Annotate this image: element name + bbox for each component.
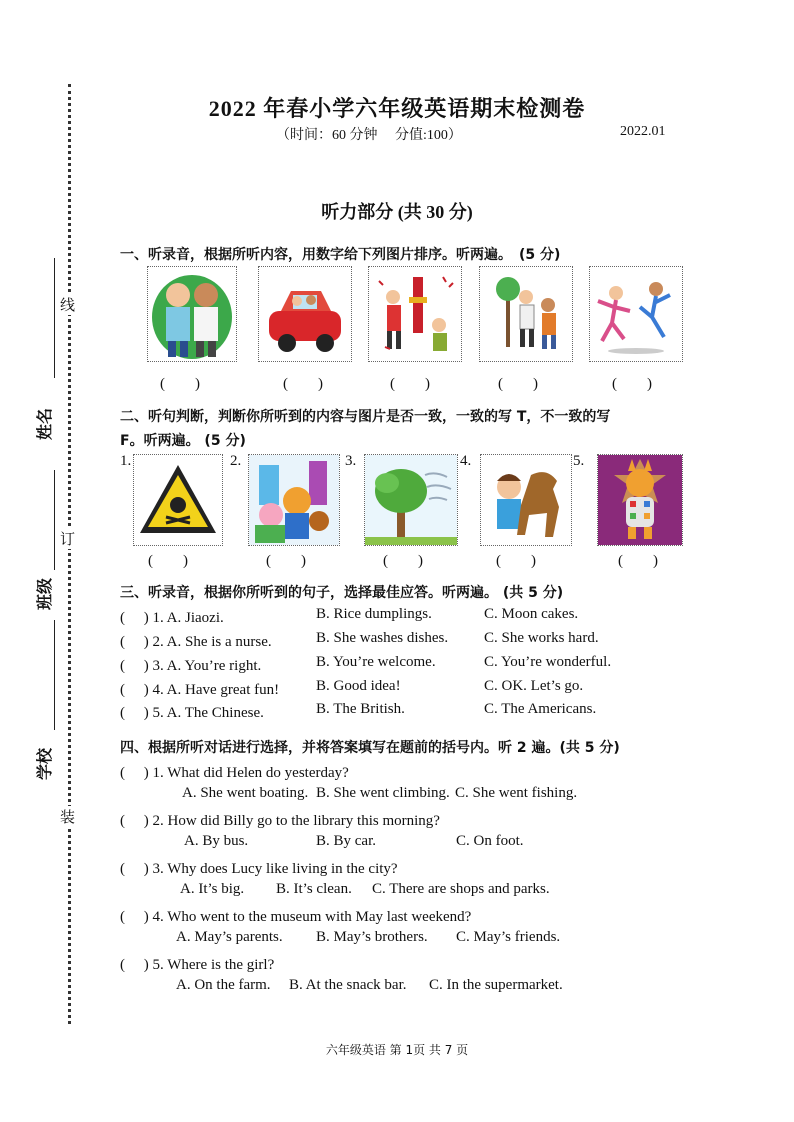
section3-q1: ( ) 1. A. Jiaozi. [120,610,224,626]
section1-answer-2[interactable]: ( ) [283,376,323,392]
section4-q3-option-a: A. It’s big. [180,881,245,897]
binding-char-xian: 线 [60,296,76,314]
section1-picture-5 [589,266,683,362]
section1-heading: 一、听录音，根据所听内容，用数字给下列图片排序。听两遍。 (5 分) [120,247,561,263]
binding-margin [52,84,76,1024]
section2-picture-3 [364,454,458,546]
section4-q5: ( ) 5. Where is the girl? [120,957,275,973]
section2-answer-5[interactable]: ( ) [618,553,658,569]
section2-answer-4[interactable]: ( ) [496,553,536,569]
section2-answer-2[interactable]: ( ) [266,553,306,569]
kung-fu-icon [590,267,682,361]
binding-dotted-line [68,84,71,1024]
section3-q4-option-c: C. OK. Let’s go. [484,678,584,694]
firecracker-icon [369,267,461,361]
section4-q2: ( ) 2. How did Billy go to the library this morning? [120,813,440,829]
section4-q5-option-b: B. At the snack bar. [289,977,407,993]
section2-number-2: 2. [230,453,242,469]
section1-answer-3[interactable]: ( ) [390,376,430,392]
school-label: 学校 [35,747,54,780]
section3-q5-option-b: B. The British. [316,701,405,717]
red-car-icon [259,267,351,361]
section4-q1-option-c: C. She went fishing. [455,785,578,801]
section4-q1-option-b: B. She went climbing. [316,785,450,801]
exam-time-score: （时间：60 分钟 分值:100） [276,128,462,143]
section1-picture-4 [479,266,573,362]
section2-number-3: 3. [345,453,357,469]
poison-warning-icon [134,455,222,545]
exam-title: 2022 年春小学六年级英语期末检测卷 [208,96,586,121]
school-line [54,620,55,730]
section3-q4-option-b: B. Good idea! [316,678,401,694]
section2-picture-2 [248,454,340,546]
page-footer: 六年级英语 第 1页 共 7 页 [325,1043,469,1057]
section3-q2-option-c: C. She works hard. [484,630,599,646]
name-label: 姓名 [35,407,54,440]
section3-q1-option-b: B. Rice dumplings. [316,606,432,622]
section3-q3-option-b: B. You’re welcome. [316,654,436,670]
section4-q5-option-a: A. On the farm. [176,977,271,993]
section2-heading-line2: F。听两遍。 (5 分) [120,433,246,449]
tree-in-wind-icon [365,455,457,545]
section4-q3: ( ) 3. Why does Lucy like living in the city? [120,861,398,877]
cartoon-characters-icon [249,455,339,545]
two-boys-icon [148,267,236,361]
name-line [54,258,55,378]
section2-number-1: 1. [120,453,132,469]
section2-number-5: 5. [573,453,585,469]
section1-answer-4[interactable]: ( ) [498,376,538,392]
section4-q2-option-c: C. On foot. [456,833,524,849]
section4-q1-option-a: A. She went boating. [182,785,309,801]
class-label: 班级 [35,577,54,610]
binding-char-zhuang: 装 [60,808,76,826]
section3-q1-option-c: C. Moon cakes. [484,606,579,622]
section4-q1: ( ) 1. What did Helen do yesterday? [120,765,349,781]
section4-heading: 四、根据所听对话进行选择，并将答案填写在题前的括号内。听 2 遍。(共 5 分) [120,740,620,756]
section1-answer-1[interactable]: ( ) [160,376,200,392]
section1-picture-1 [147,266,237,362]
section3-heading: 三、听录音，根据你所听到的句子，选择最佳应答。听两遍。 (共 5 分) [120,585,564,601]
section2-picture-1 [133,454,223,546]
section3-q3-option-c: C. You’re wonderful. [484,654,612,670]
section3-q2: ( ) 2. A. She is a nurse. [120,634,272,650]
listening-part-title: 听力部分 (共 30 分) [321,202,473,222]
section4-q2-option-b: B. By car. [316,833,376,849]
section2-number-4: 4. [460,453,472,469]
section4-q4-option-b: B. May’s brothers. [316,929,428,945]
class-line [54,470,55,570]
boy-with-dog-icon [481,455,571,545]
section4-q3-option-b: B. It’s clean. [276,881,352,897]
section2-heading-line1: 二、听句判断，判断你所听到的内容与图片是否一致，一致的写 T，不一致的写 [120,409,611,425]
section4-q4: ( ) 4. Who went to the museum with May last weekend? [120,909,472,925]
binding-char-ding: 订 [60,530,76,548]
section1-picture-2 [258,266,352,362]
section3-q5-option-c: C. The Americans. [484,701,597,717]
section2-picture-5 [597,454,683,546]
section3-q3: ( ) 3. A. You’re right. [120,658,262,674]
section4-q3-option-c: C. There are shops and parks. [372,881,550,897]
section4-q5-option-c: C. In the supermarket. [429,977,563,993]
section1-picture-3 [368,266,462,362]
section3-q4: ( ) 4. A. Have great fun! [120,682,280,698]
section2-picture-4 [480,454,572,546]
section4-q4-option-c: C. May’s friends. [456,929,561,945]
section4-q4-option-a: A. May’s parents. [176,929,283,945]
section2-answer-1[interactable]: ( ) [148,553,188,569]
exam-date: 2022.01 [620,124,666,139]
section3-q5: ( ) 5. A. The Chinese. [120,705,264,721]
section4-q2-option-a: A. By bus. [184,833,249,849]
section1-answer-5[interactable]: ( ) [612,376,652,392]
cat-costume-icon [598,455,682,545]
section2-answer-3[interactable]: ( ) [383,553,423,569]
section3-q2-option-b: B. She washes dishes. [316,630,449,646]
planting-tree-icon [480,267,572,361]
